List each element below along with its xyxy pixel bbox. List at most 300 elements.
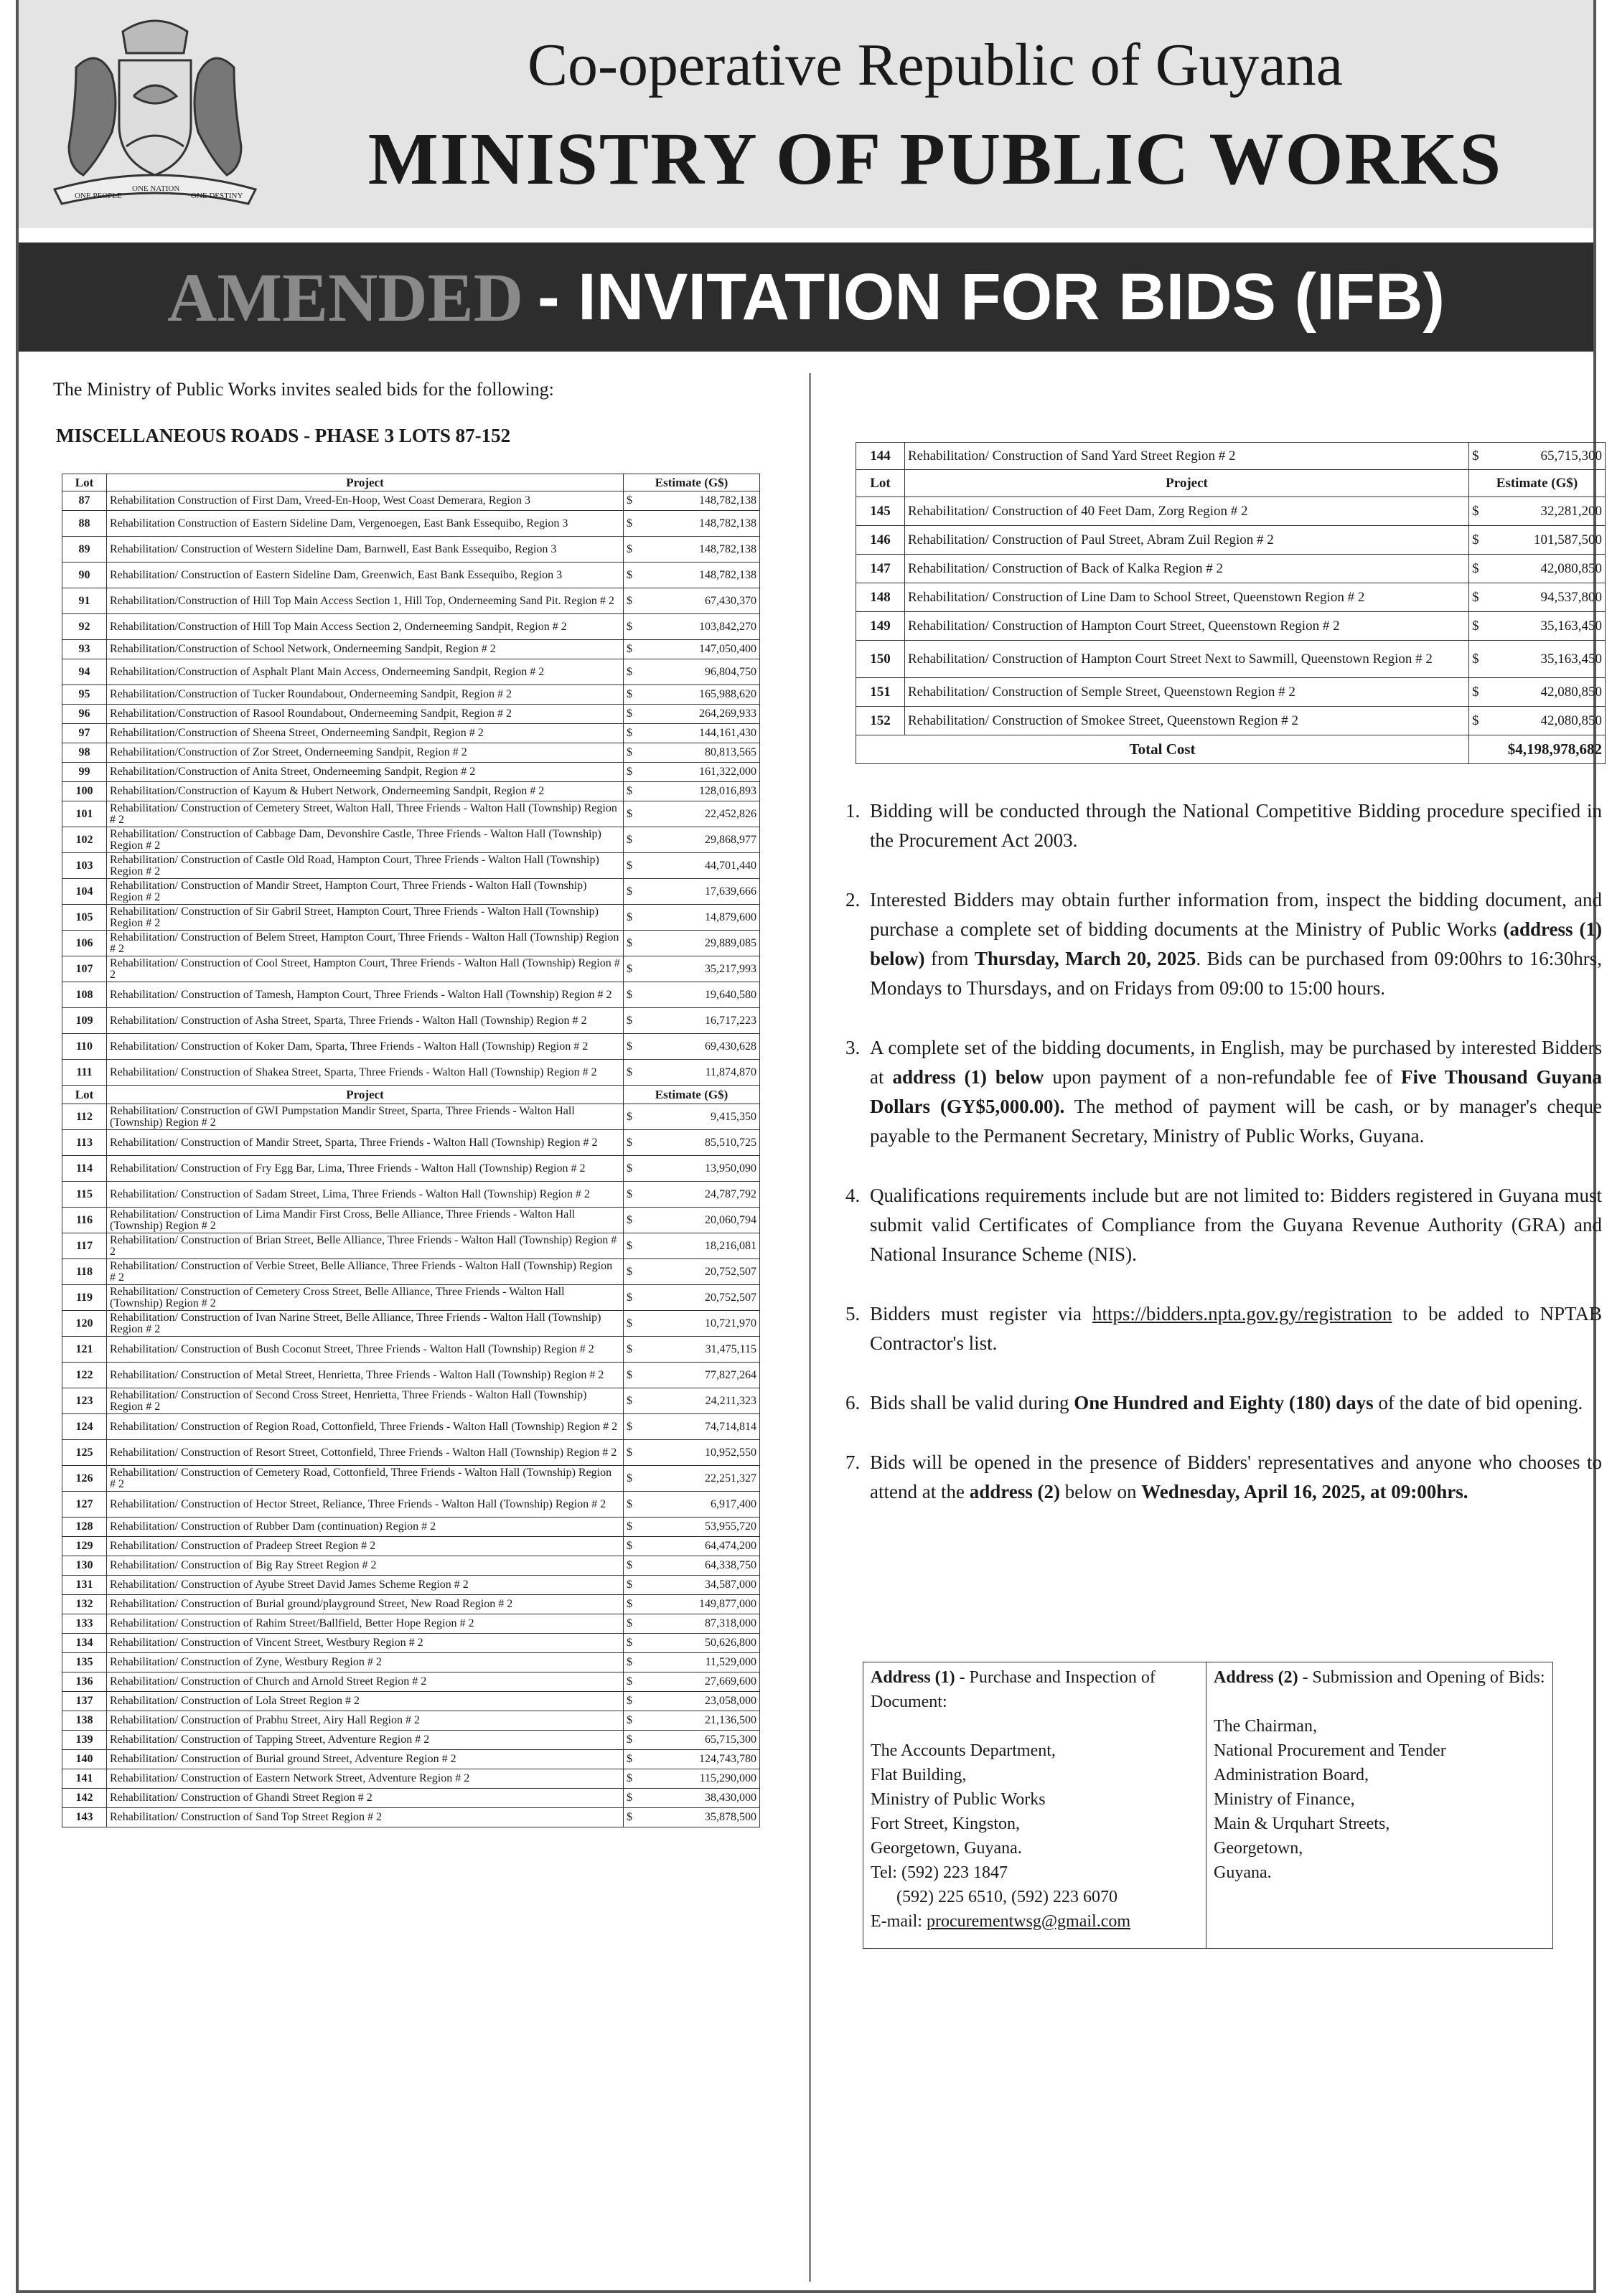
estimate-value: 35,163,450 (1540, 651, 1602, 667)
ifb-banner (19, 243, 1593, 352)
project-name: Rehabilitation Construction of First Dam, Vreed-En-Hoop, West Coast Demerara, Region 3 (107, 491, 624, 511)
estimate-value: 80,813,565 (705, 746, 756, 758)
clause-fragment: The method of payment will be cash, or by manager's cheque payable to the Permanent Secretary, Ministry of Public Works, Guyana. (870, 1096, 1602, 1147)
estimate-cell (624, 1259, 760, 1285)
table-row (62, 1208, 760, 1233)
lot-number: 123 (62, 1388, 107, 1414)
estimate-cell (624, 724, 760, 743)
clause-fragment: . Bids can be purchased from 09:00hrs to 16:30hrs, Mondays to Thursdays, and on Fridays from 09:00 to 15:00 hours. (870, 948, 1603, 999)
clause-item (845, 796, 1602, 855)
lot-number: 106 (62, 931, 107, 956)
table-row (62, 1653, 760, 1672)
advertisement-page (16, 0, 1603, 2293)
svg-text:ONE PEOPLE: ONE PEOPLE (75, 192, 122, 200)
lot-number: 110 (62, 1034, 107, 1060)
currency-symbol: $ (627, 620, 632, 633)
lot-number: 94 (62, 659, 107, 685)
estimate-value: 161,322,000 (699, 766, 756, 778)
table-row (62, 853, 760, 879)
lot-number: 141 (62, 1769, 107, 1789)
table-row (856, 443, 1606, 470)
currency-symbol: $ (627, 542, 632, 555)
estimate-value: 21,136,500 (705, 1714, 756, 1726)
table-row (62, 614, 760, 640)
lot-number: 104 (62, 879, 107, 905)
table-row (62, 1233, 760, 1259)
estimate-value: 22,452,826 (705, 807, 756, 820)
table-row (62, 879, 760, 905)
currency-symbol: $ (627, 1065, 632, 1078)
currency-symbol: $ (627, 746, 632, 758)
estimate-header: Estimate (G$) (1469, 470, 1606, 497)
project-name: Rehabilitation/ Construction of Burial ground/playground Street, New Road Region # 2 (107, 1595, 624, 1614)
project-name: Rehabilitation/ Construction of Hampton Court Street, Queenstown Region # 2 (905, 612, 1469, 641)
project-name: Rehabilitation/Construction of Tucker Roundabout, Onderneeming Sandpit, Region # 2 (107, 685, 624, 705)
clause-fragment: (address (1) below) (870, 918, 1602, 969)
currency-symbol: $ (1472, 713, 1479, 728)
project-name: Rehabilitation/Construction of School Network, Onderneeming Sandpit, Region # 2 (107, 640, 624, 659)
table-row (62, 1466, 760, 1492)
table-row (62, 1034, 760, 1060)
project-name: Rehabilitation/Construction of Sheena Street, Onderneeming Sandpit, Region # 2 (107, 724, 624, 743)
clause-number: 4. (845, 1185, 861, 1206)
lot-number: 93 (62, 640, 107, 659)
estimate-cell (624, 1653, 760, 1672)
currency-symbol: $ (627, 1675, 632, 1688)
estimate-value: 19,640,580 (705, 988, 756, 1001)
clause-fragment: from (924, 948, 975, 969)
estimate-value: 115,290,000 (699, 1772, 756, 1784)
project-name: Rehabilitation/ Construction of Smokee Street, Queenstown Region # 2 (905, 707, 1469, 735)
lot-header: Lot (856, 470, 905, 497)
estimate-cell (624, 1711, 760, 1731)
lot-number: 122 (62, 1363, 107, 1388)
project-name: Rehabilitation/ Construction of Resort Street, Cottonfield, Three Friends - Walton Hall (Township) Region # 2 (107, 1440, 624, 1466)
lot-number: 144 (856, 443, 905, 470)
estimate-value: 20,752,507 (705, 1265, 756, 1278)
address-line: Ministry of Finance, (1214, 1790, 1355, 1809)
clause-fragment: Bidding will be conducted through the National Competitive Bidding procedure specified in the Procurement Act 2003. (870, 800, 1602, 851)
address-2 (1206, 1662, 1552, 1948)
estimate-cell (624, 1808, 760, 1827)
estimate-cell (624, 743, 760, 763)
table-row (62, 563, 760, 588)
currency-symbol: $ (627, 688, 632, 700)
estimate-cell (624, 1440, 760, 1466)
lot-number: 92 (62, 614, 107, 640)
lot-header: Lot (62, 1086, 107, 1104)
project-name: Rehabilitation/ Construction of Paul Street, Abram Zuil Region # 2 (905, 526, 1469, 555)
table-row (62, 1414, 760, 1440)
lot-number: 105 (62, 905, 107, 931)
estimate-value: 10,721,970 (705, 1317, 756, 1330)
table-row (62, 1259, 760, 1285)
lot-number: 147 (856, 555, 905, 583)
lot-number: 107 (62, 956, 107, 982)
clause-item (845, 1388, 1602, 1418)
estimate-value: 53,955,720 (705, 1520, 756, 1533)
lot-number: 125 (62, 1440, 107, 1466)
table-row (62, 1556, 760, 1576)
estimate-value: 27,669,600 (705, 1675, 756, 1688)
clause-item (845, 885, 1602, 1003)
estimate-cell (624, 1789, 760, 1808)
lot-number: 101 (62, 801, 107, 827)
estimate-cell (624, 614, 760, 640)
estimate-value: 14,879,600 (705, 911, 756, 923)
table-row (62, 1440, 760, 1466)
clause-number: 5. (845, 1303, 861, 1325)
estimate-cell (1469, 641, 1606, 678)
currency-symbol: $ (627, 1265, 632, 1278)
lot-number: 132 (62, 1595, 107, 1614)
currency-symbol: $ (627, 885, 632, 898)
estimate-value: 20,060,794 (705, 1213, 756, 1226)
lot-number: 150 (856, 641, 905, 678)
lot-number: 117 (62, 1233, 107, 1259)
clause-fragment: Qualifications requirements include but are not limited to: Bidders registered in Guyana must submit valid Certificates of Compliance from the Guyana Revenue Authority (GRA) and National Insurance Scheme (NIS). (870, 1185, 1602, 1265)
project-name: Rehabilitation/ Construction of Sand Top Street Region # 2 (107, 1808, 624, 1827)
table-row (62, 1711, 760, 1731)
table-row (856, 707, 1606, 735)
currency-symbol: $ (627, 785, 632, 797)
estimate-value: 32,281,200 (1540, 504, 1602, 519)
table-row (62, 1156, 760, 1182)
clause-fragment: Bids shall be valid during (870, 1392, 1074, 1413)
currency-symbol: $ (627, 1559, 632, 1571)
table-row (62, 1518, 760, 1537)
table-row (62, 1104, 760, 1130)
currency-symbol: $ (627, 1772, 632, 1784)
project-name: Rehabilitation/ Construction of Belem Street, Hampton Court, Three Friends - Walton Hall (Township) Region # 2 (107, 931, 624, 956)
estimate-value: 9,415,350 (711, 1110, 756, 1123)
lot-number: 121 (62, 1337, 107, 1363)
lot-number: 151 (856, 678, 905, 707)
lot-number: 126 (62, 1466, 107, 1492)
currency-symbol: $ (627, 1598, 632, 1610)
estimate-cell (624, 801, 760, 827)
estimate-value: 11,874,870 (705, 1065, 756, 1078)
project-name: Rehabilitation/ Construction of Mandir Street, Sparta, Three Friends - Walton Hall (Township) Region # 2 (107, 1130, 624, 1156)
lot-number: 99 (62, 763, 107, 782)
currency-symbol: $ (627, 568, 632, 581)
table-row (62, 743, 760, 763)
table-row (856, 583, 1606, 612)
estimate-cell (624, 1388, 760, 1414)
estimate-value: 87,318,000 (705, 1617, 756, 1629)
table-row (62, 640, 760, 659)
table-row (62, 1576, 760, 1595)
intro-text: The Ministry of Public Works invites sealed bids for the following: (53, 379, 554, 400)
estimate-value: 94,537,800 (1540, 590, 1602, 605)
project-name: Rehabilitation/ Construction of Tamesh, Hampton Court, Three Friends - Walton Hall (Township) Region # 2 (107, 982, 624, 1008)
project-name: Rehabilitation/ Construction of Burial ground Street, Adventure Region # 2 (107, 1750, 624, 1769)
estimate-value: 13,950,090 (705, 1162, 756, 1175)
address-line: Fort Street, Kingston, (871, 1815, 1020, 1833)
project-header: Project (905, 470, 1469, 497)
table-row (856, 678, 1606, 707)
estimate-value: 29,889,085 (705, 936, 756, 949)
estimate-cell (624, 588, 760, 614)
estimate-cell (624, 563, 760, 588)
currency-symbol: $ (627, 962, 632, 975)
currency-symbol: $ (627, 911, 632, 923)
clause-number: 6. (845, 1392, 861, 1413)
project-name: Rehabilitation/Construction of Zor Street, Onderneeming Sandpit, Region # 2 (107, 743, 624, 763)
project-name: Rehabilitation/ Construction of Back of Kalka Region # 2 (905, 555, 1469, 583)
currency-symbol: $ (627, 1136, 632, 1149)
project-name: Rehabilitation/ Construction of Hampton Court Street Next to Sawmill, Queenstown Region # 2 (905, 641, 1469, 678)
project-name: Rehabilitation/ Construction of Cemetery Street, Walton Hall, Three Friends - Walton Hall (Township) Region # 2 (107, 801, 624, 827)
estimate-cell (624, 1311, 760, 1337)
estimate-value: 77,827,264 (705, 1368, 756, 1381)
estimate-header: Estimate (G$) (624, 474, 760, 491)
lot-number: 130 (62, 1556, 107, 1576)
address-line: Tel: (592) 223 1847 (871, 1863, 1008, 1882)
estimate-value: 96,804,750 (705, 665, 756, 678)
estimate-cell (624, 1104, 760, 1130)
currency-symbol: $ (627, 1520, 632, 1533)
project-name: Rehabilitation/ Construction of Asha Street, Sparta, Three Friends - Walton Hall (Township) Region # 2 (107, 1008, 624, 1034)
currency-symbol: $ (627, 1578, 632, 1591)
estimate-value: 64,474,200 (705, 1540, 756, 1552)
currency-symbol: $ (627, 988, 632, 1001)
address-line: The Accounts Department, (871, 1741, 1056, 1760)
lot-number: 90 (62, 563, 107, 588)
project-name: Rehabilitation/Construction of Anita Street, Onderneeming Sandpit, Region # 2 (107, 763, 624, 782)
estimate-cell (624, 1692, 760, 1711)
estimate-cell (624, 827, 760, 853)
project-name: Rehabilitation/ Construction of Region Road, Cottonfield, Three Friends - Walton Hall (Township) Region # 2 (107, 1414, 624, 1440)
lot-number: 111 (62, 1060, 107, 1086)
currency-symbol: $ (627, 1540, 632, 1552)
address-line: Flat Building, (871, 1766, 967, 1784)
project-name: Rehabilitation/ Construction of Zyne, Westbury Region # 2 (107, 1653, 624, 1672)
project-name: Rehabilitation/ Construction of Metal Street, Henrietta, Three Friends - Walton Hall (Township) Region # 2 (107, 1363, 624, 1388)
table-row (62, 1595, 760, 1614)
lot-number: 95 (62, 685, 107, 705)
estimate-value: 124,743,780 (699, 1753, 756, 1765)
currency-symbol: $ (627, 833, 632, 846)
clause-text (870, 885, 1602, 1003)
estimate-value: 50,626,800 (705, 1637, 756, 1649)
estimate-value: 23,058,000 (705, 1695, 756, 1707)
project-name: Rehabilitation/ Construction of Bush Coconut Street, Three Friends - Walton Hall (Township) Region # 2 (107, 1337, 624, 1363)
project-name: Rehabilitation/Construction of Kayum & Hubert Network, Onderneeming Sandpit, Region # 2 (107, 782, 624, 801)
estimate-cell (624, 705, 760, 724)
project-name: Rehabilitation/Construction of Rasool Roundabout, Onderneeming Sandpit, Region # 2 (107, 705, 624, 724)
estimate-value: 29,868,977 (705, 833, 756, 846)
project-name: Rehabilitation/ Construction of Sadam Street, Lima, Three Friends - Walton Hall (Township) Region # 2 (107, 1182, 624, 1208)
currency-symbol: $ (627, 1446, 632, 1459)
project-name: Rehabilitation/ Construction of Cemetery Road, Cottonfield, Three Friends - Walton Hall (Township) Region # 2 (107, 1466, 624, 1492)
clause-text (870, 1181, 1602, 1269)
project-name: Rehabilitation/ Construction of Pradeep Street Region # 2 (107, 1537, 624, 1556)
address-line: Georgetown, Guyana. (871, 1839, 1022, 1858)
project-header: Project (107, 474, 624, 491)
email-link[interactable]: procurementwsg@gmail.com (926, 1912, 1131, 1931)
estimate-cell (624, 1130, 760, 1156)
lot-number: 133 (62, 1614, 107, 1634)
lot-number: 138 (62, 1711, 107, 1731)
estimate-cell (1469, 555, 1606, 583)
project-name: Rehabilitation/ Construction of Cool Street, Hampton Court, Three Friends - Walton Hall (Township) Region # 2 (107, 956, 624, 982)
table-row (62, 1492, 760, 1518)
clause-text (870, 1448, 1602, 1507)
estimate-value: 65,715,300 (1540, 448, 1602, 464)
project-name: Rehabilitation/ Construction of Second Cross Street, Henrietta, Three Friends - Walton Hall (Township) Region # 2 (107, 1388, 624, 1414)
lot-number: 152 (856, 707, 905, 735)
clause-text (870, 796, 1602, 855)
lot-number: 112 (62, 1104, 107, 1130)
project-name: Rehabilitation/ Construction of Line Dam to School Street, Queenstown Region # 2 (905, 583, 1469, 612)
estimate-cell (1469, 583, 1606, 612)
currency-symbol: $ (1472, 504, 1479, 519)
clause-fragment: to be added to NPTAB Contractor's list. (870, 1303, 1603, 1354)
address-line: National Procurement and Tender Administration Board, (1214, 1741, 1446, 1784)
project-name: Rehabilitation/ Construction of Castle Old Road, Hampton Court, Three Friends - Walton Hall (Township) Region # 2 (107, 853, 624, 879)
estimate-value: 74,714,814 (705, 1420, 756, 1433)
lot-number: 114 (62, 1156, 107, 1182)
registration-link[interactable]: https://bidders.npta.gov.gy/registration (1092, 1303, 1392, 1325)
table-row (62, 1060, 760, 1086)
estimate-cell (624, 1556, 760, 1576)
estimate-cell (624, 1233, 760, 1259)
project-name: Rehabilitation/ Construction of Koker Dam, Sparta, Three Friends - Walton Hall (Township) Region # 2 (107, 1034, 624, 1060)
lot-number: 134 (62, 1634, 107, 1653)
estimate-value: 67,430,370 (705, 594, 756, 607)
lots-table-left (62, 474, 760, 1827)
coat-of-arms-icon (47, 10, 263, 218)
project-name: Rehabilitation/Construction of Hill Top Main Access Section 2, Onderneeming Sandpit, Region # 2 (107, 614, 624, 640)
estimate-value: 34,587,000 (705, 1578, 756, 1591)
currency-symbol: $ (1472, 532, 1479, 547)
project-name: Rehabilitation/ Construction of Ivan Narine Street, Belle Alliance, Three Friends - Walton Hall (Township) Region # 2 (107, 1311, 624, 1337)
table-row (856, 612, 1606, 641)
estimate-cell (624, 931, 760, 956)
total-value: $4,198,978,682 (1469, 735, 1606, 764)
estimate-cell (624, 1537, 760, 1556)
estimate-value: 101,587,500 (1534, 532, 1602, 547)
estimate-cell (624, 782, 760, 801)
clause-number: 3. (845, 1037, 861, 1058)
total-label: Total Cost (856, 735, 1469, 764)
table-row (62, 724, 760, 743)
estimate-value: 16,717,223 (705, 1014, 756, 1027)
estimate-cell (624, 1363, 760, 1388)
currency-symbol: $ (627, 1291, 632, 1304)
table-row (62, 782, 760, 801)
lot-number: 136 (62, 1672, 107, 1692)
estimate-value: 44,701,440 (705, 859, 756, 872)
lot-number: 139 (62, 1731, 107, 1750)
estimate-cell (624, 853, 760, 879)
lot-number: 149 (856, 612, 905, 641)
table-row (62, 1769, 760, 1789)
lot-number: 116 (62, 1208, 107, 1233)
table-row (62, 905, 760, 931)
estimate-cell (624, 1034, 760, 1060)
project-name: Rehabilitation/ Construction of Lima Mandir First Cross, Belle Alliance, Three Friends - Walton Hall (Township) Region # 2 (107, 1208, 624, 1233)
lot-number: 143 (62, 1808, 107, 1827)
address-1-lines (871, 1739, 1199, 1909)
estimate-cell (624, 879, 760, 905)
clause-fragment: of the date of bid opening. (1373, 1392, 1583, 1413)
project-name: Rehabilitation/ Construction of Brian Street, Belle Alliance, Three Friends - Walton Hall (Township) Region # 2 (107, 1233, 624, 1259)
table-row (62, 511, 760, 537)
estimate-value: 144,161,430 (699, 727, 756, 739)
table-row (856, 641, 1606, 678)
project-name: Rehabilitation/ Construction of Sir Gabril Street, Hampton Court, Three Friends - Walton Hall (Township) Region # 2 (107, 905, 624, 931)
currency-symbol: $ (627, 1420, 632, 1433)
lot-header: Lot (62, 474, 107, 491)
table-row (62, 1388, 760, 1414)
lot-number: 103 (62, 853, 107, 879)
estimate-cell (1469, 678, 1606, 707)
clause-fragment: address (1) below (892, 1066, 1044, 1088)
address-2-heading: Address (2) - Submission and Opening of Bids: (1214, 1668, 1545, 1687)
clause-fragment: upon payment of a non-refundable fee of (1044, 1066, 1401, 1088)
clause-item (845, 1033, 1602, 1151)
currency-symbol: $ (627, 1714, 632, 1726)
column-divider (809, 373, 811, 2282)
currency-symbol: $ (627, 1656, 632, 1668)
clause-text (870, 1299, 1602, 1358)
estimate-cell (624, 1060, 760, 1086)
estimate-cell (624, 1595, 760, 1614)
project-name: Rehabilitation/ Construction of Rubber Dam (continuation) Region # 2 (107, 1518, 624, 1537)
ministry-title: MINISTRY OF PUBLIC WORKS (367, 118, 1503, 200)
currency-symbol: $ (627, 1317, 632, 1330)
svg-text:ONE NATION: ONE NATION (132, 184, 180, 193)
address-line: Guyana. (1214, 1863, 1272, 1882)
address-box (863, 1662, 1553, 1949)
project-name: Rehabilitation/ Construction of Rahim Street/Ballfield, Better Hope Region # 2 (107, 1614, 624, 1634)
lot-number: 87 (62, 491, 107, 511)
table-row (62, 1130, 760, 1156)
lots-table-right (856, 442, 1606, 764)
project-name: Rehabilitation/ Construction of Big Ray Street Region # 2 (107, 1556, 624, 1576)
clause-fragment: Bidders must register via (870, 1303, 1092, 1325)
address-1 (863, 1662, 1206, 1948)
currency-symbol: $ (627, 643, 632, 655)
estimate-cell (624, 1634, 760, 1653)
estimate-cell (624, 1576, 760, 1595)
currency-symbol: $ (627, 807, 632, 820)
clause-fragment: Bids will be opened in the presence of Bidders' representatives and anyone who chooses to attend at the (870, 1452, 1602, 1502)
estimate-value: 10,952,550 (705, 1446, 756, 1459)
address-1-email: E-mail: procurementwsg@gmail.com (871, 1912, 1131, 1931)
address-line: Ministry of Public Works (871, 1790, 1046, 1809)
estimate-value: 42,080,850 (1540, 561, 1602, 576)
lot-number: 146 (856, 526, 905, 555)
table-row (62, 956, 760, 982)
estimate-value: 165,988,620 (699, 688, 756, 700)
lot-number: 140 (62, 1750, 107, 1769)
table-row (62, 588, 760, 614)
estimate-cell (624, 537, 760, 563)
table-header-row (856, 470, 1606, 497)
project-name: Rehabilitation/ Construction of Cemetery Cross Street, Belle Alliance, Three Friends - Walton Hall (Township) Region # 2 (107, 1285, 624, 1311)
lot-number: 115 (62, 1182, 107, 1208)
clause-fragment: A complete set of the bidding documents, in English, may be purchased by interested Bidders at (870, 1037, 1602, 1088)
amended-label: AMENDED (167, 258, 523, 336)
currency-symbol: $ (627, 727, 632, 739)
estimate-cell (624, 1769, 760, 1789)
currency-symbol: $ (627, 517, 632, 530)
project-name: Rehabilitation/Construction of Asphalt Plant Main Access, Onderneeming Sandpit, Region # 2 (107, 659, 624, 685)
table-row (62, 1750, 760, 1769)
